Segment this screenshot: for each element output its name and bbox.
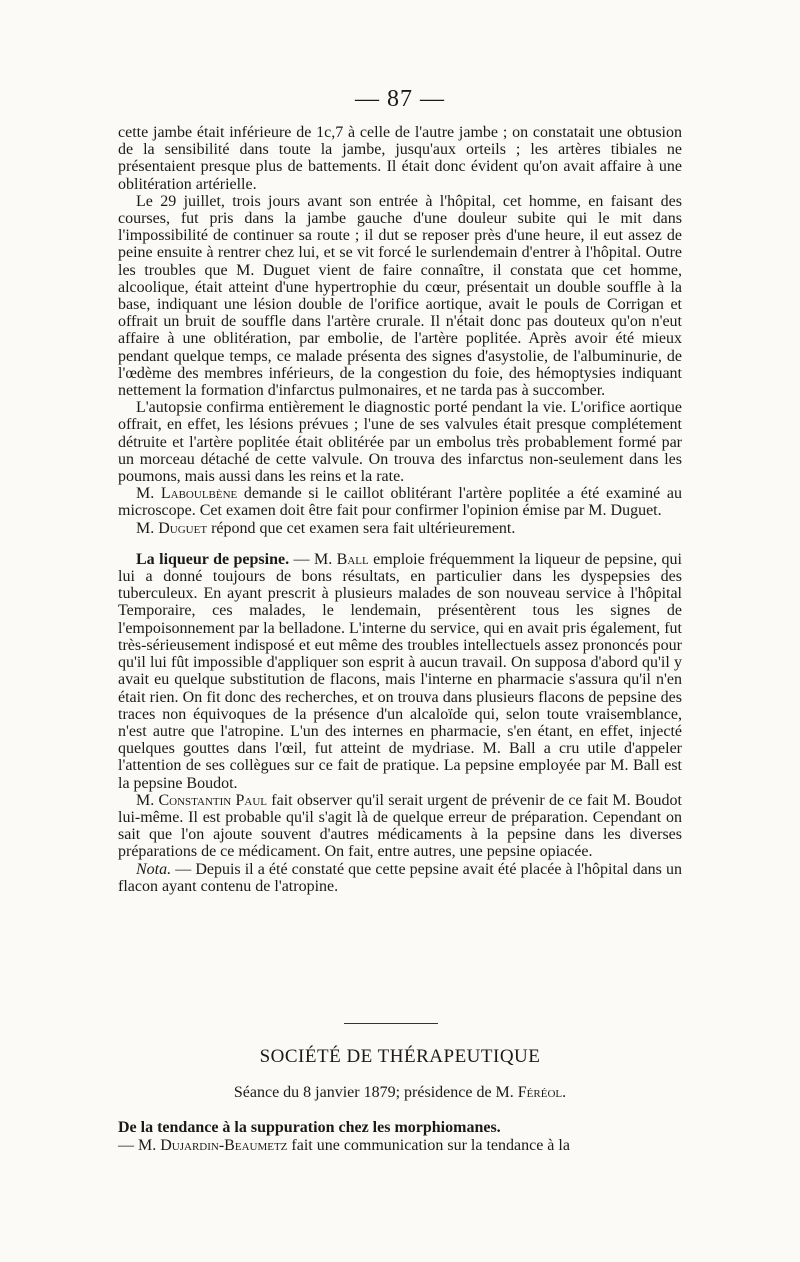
paragraph-text: fait observer qu'il serait urgent de prévenir de ce fait M. Boudot lui-même. Il est probable qu'il s'agit là de quelque erreur de préparation. Cependant on sait que l'on ajoute souvent d'autres médicaments à la pepsine dans les diverses préparations de ce médicament. On fait, entre autres, une pepsine opiacée. — [118, 791, 682, 861]
seance-text: Séance du 8 janvier 1879; présidence de M. — [233, 1084, 518, 1101]
speaker-name: Duguet — [158, 519, 208, 537]
paragraph-text: répond que cet examen sera fait ultérieurement. — [207, 519, 516, 537]
paragraph-dash: — M. — [289, 550, 337, 568]
section-divider — [344, 1023, 438, 1024]
page-number: — 87 — — [355, 86, 445, 112]
speaker-name: Dujardin-Beaumetz — [160, 1137, 288, 1154]
paragraph-4 — [118, 485, 682, 519]
final-section — [118, 1119, 682, 1155]
paragraph-text: emploie fréquemment la liqueur de pepsine, qui lui a donné toujours de bons résultats, en particulier dans les dyspepsies des tuberculeux. En ayant prescrit à plusieurs malades de son nouveau service à l'hôpital Temporaire, ces malades, le lendemain, présentèrent tous les signes de l'empoisonnement par la belladone. L'interne du service, qui en avait pris également, fut très-sérieusement indisposé et eut même des troubles intellectuels assez prononcés pour qu'il lui fût impossible d'appliquer son esprit à aucun travail. On supposa d'abord qu'il y avait eu quelque substitution de flacons, mais l'interne en pharmacie s'assura qu'il n'en était rien. On fit donc des recherches, et on trouva dans plusieurs flacons de pepsine des traces non équivoques de la présence d'un alcaloïde qui, selon toute vraisemblance, n'est autre que l'atropine. L'un des internes en pharmacie, s'en étant, en effet, injecté quelques gouttes dans l'œil, fut atteint de mydriase. M. Ball a cru utile d'appeler l'attention de ses collègues sur ce fait de pratique. La pepsine employée par M. Ball est la pepsine Boudot. — [118, 550, 682, 792]
paragraph-1: cette jambe était inférieure de 1c,7 à celle de l'autre jambe ; on constatait une obtusion de la sensibilité dans toute la jambe, jusqu'aux orteils ; les artères tibiales ne présentaient presque plus de battements. Il était donc évident qu'on avait affaire à une oblitération artérielle. — [118, 124, 682, 193]
speaker-name: Ball — [336, 550, 369, 568]
president-name: Féréol — [517, 1084, 563, 1101]
seance-end: . — [562, 1084, 567, 1101]
paragraph-3: L'autopsie confirma entièrement le diagnostic porté pendant la vie. L'orifice aortique offrait, en effet, les lésions prévues ; l'une de ses valvules était presque complétement détruite et l'artère poplitée était oblitérée par un embolus très probablement formé par un morceau détaché de cette valvule. On trouva des infarctus non-seulement dans les poumons, mais aussi dans les reins et la rate. — [118, 399, 682, 486]
paragraph-text: fait une communication sur la tendance à la — [287, 1137, 570, 1154]
nota-label: Nota. — [136, 860, 172, 878]
paragraph-7 — [118, 792, 682, 861]
paragraph-2: Le 29 juillet, trois jours avant son entrée à l'hôpital, cet homme, en faisant des courses, fut pris dans la jambe gauche d'une douleur subite qui le mit dans l'impossibilité de continuer sa route ; il dut se reposer près d'une heure, il eut assez de peine ensuite à rentrer chez lui, et se vit forcé le surlendemain d'entrer à l'hôpital. Outre les troubles que M. Duguet vient de faire connaître, il constata que cet homme, alcoolique, était atteint d'une hypertrophie du cœur, présentait un double souffle à la base, indiquant une lésion double de l'orifice aortique, avait le pouls de Corrigan et offrait un bruit de souffle dans l'artère crurale. Il n'était donc pas douteux qu'on n'eut affaire à une oblitération, par embolie, de l'artère poplitée. Après avoir été mieux pendant quelque temps, ce malade présenta des signes d'asystolie, de l'albuminurie, de l'œdème des membres inférieurs, de la congestion du foie, des hémoptysies indiquant nettement la formation d'infarctus pulmonaires, et ne tarda pas à succomber. — [118, 192, 682, 400]
paragraph-6 — [118, 551, 682, 792]
body-text — [118, 124, 682, 895]
section-title: La liqueur de pepsine. — [136, 550, 290, 568]
speaker-name: Laboulbène — [160, 485, 238, 503]
speaker-prefix: M. — [136, 519, 159, 537]
seance-line — [0, 1084, 800, 1102]
paragraph-text: — Depuis il a été constaté que cette pepsine avait été placée à l'hôpital dans un flacon ayant contenu de l'atropine. — [118, 860, 682, 895]
article-heading: De la tendance à la suppuration chez les morphiomanes. — [118, 1119, 501, 1136]
speaker-prefix: M. — [136, 791, 159, 809]
speaker-name: Constantin Paul — [158, 791, 268, 809]
speaker-prefix: M. — [136, 485, 161, 503]
paragraph-5 — [118, 520, 682, 537]
paragraph-8 — [118, 861, 682, 895]
paragraph-text: demande si le caillot oblitérant l'artère poplitée a été examiné au microscope. Cet examen doit être fait pour confirmer l'opinion émise par M. Duguet. — [118, 485, 682, 520]
speaker-prefix: — M. — [118, 1137, 161, 1154]
last-paragraph — [118, 1137, 682, 1155]
society-heading: SOCIÉTÉ DE THÉRAPEUTIQUE — [259, 1046, 541, 1067]
